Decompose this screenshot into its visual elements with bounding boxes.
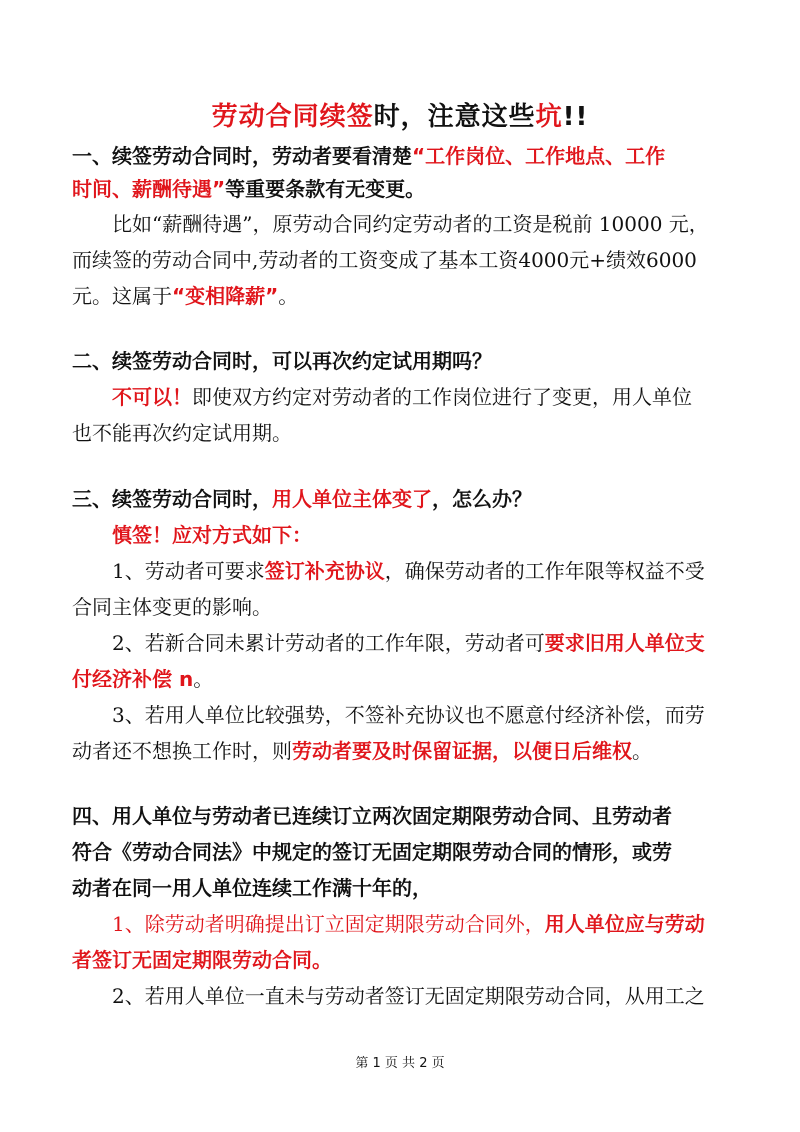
title-part-red: 劳动合同续签 — [211, 102, 374, 132]
paragraph-line: 而续签的劳动合同中,劳动者的工资变成了基本工资4000元+绩效6000 — [72, 248, 697, 272]
text: 元。这属于 — [72, 284, 172, 308]
title-part: 时，注意这些 — [373, 102, 536, 132]
list-item-cont — [72, 737, 652, 765]
page-footer: 第 1 页 共 2 页 — [355, 1056, 445, 1071]
heading-highlight: 用人单位主体变了 — [272, 487, 432, 511]
list-item — [112, 910, 705, 938]
paragraph-line — [112, 383, 692, 411]
list-item-cont: 合同主体变更的影响。 — [72, 595, 272, 619]
section-4-heading: 四、用人单位与劳动者已连续订立两次固定期限劳动合同、且劳动者 — [72, 804, 672, 828]
text: 动者还不想换工作时，则 — [72, 739, 292, 763]
section-3-heading — [72, 485, 532, 513]
highlight: 要求旧用人单位支 — [544, 631, 705, 655]
heading-highlight: 时间、薪酬待遇” — [72, 177, 226, 201]
paragraph-line: 也不能再次约定试用期。 — [72, 421, 292, 445]
highlight: 劳动者要及时保留证据，以便日后维权 — [292, 739, 632, 763]
paragraph-line: 比如“薪酬待遇”，原劳动合同约定劳动者的工资是税前 10000 元， — [112, 212, 709, 236]
list-item — [112, 557, 705, 585]
text: 2、若新合同未累计劳动者的工作年限，劳动者可 — [112, 631, 545, 655]
text: 即使双方约定对劳动者的工作岗位进行了变更，用人单位 — [192, 385, 692, 409]
text: 。 — [278, 284, 299, 308]
text: ，确保劳动者的工作年限等权益不受 — [384, 559, 705, 583]
section-2-heading: 二、续签劳动合同时，可以再次约定试用期吗？ — [72, 349, 492, 373]
section-1-heading-cont — [72, 175, 425, 203]
heading-text: 三、续签劳动合同时， — [72, 487, 272, 511]
section-1-heading — [72, 142, 665, 170]
heading-text: 等重要条款有无变更。 — [225, 177, 426, 201]
list-item: 2、若用人单位一直未与劳动者签订无固定期限劳动合同，从用工之 — [112, 984, 705, 1008]
title-part: !! — [562, 102, 589, 132]
paragraph-line — [72, 282, 298, 310]
list-item: 3、若用人单位比较强势，不签补充协议也不愿意付经济补偿，而劳 — [112, 703, 705, 727]
highlight: 签订补充协议 — [264, 559, 385, 583]
heading-highlight: “工作岗位、工作地点、工作 — [412, 144, 666, 168]
text: 。 — [193, 667, 214, 691]
heading-text: ，怎么办？ — [432, 487, 532, 511]
highlight: “变相降薪” — [172, 284, 279, 308]
text: 。 — [632, 739, 652, 763]
list-item-cont — [72, 665, 213, 693]
list-item — [112, 629, 705, 657]
highlight: 不可以！ — [112, 385, 192, 409]
section-4-heading-cont: 符合《劳动合同法》中规定的签订无固定期限劳动合同的情形，或劳 — [72, 840, 672, 864]
page-title — [0, 96, 800, 133]
highlight: 付经济补偿 n — [72, 667, 194, 691]
highlight: 1、除劳动者明确提出订立固定期限劳动合同外， — [112, 912, 545, 936]
text: 1、劳动者可要求 — [112, 559, 265, 583]
highlight: 用人单位应与劳动 — [544, 912, 705, 936]
section-4-heading-cont: 动者在同一用人单位连续工作满十年的， — [72, 876, 432, 900]
heading-text: 一、续签劳动合同时，劳动者要看清楚 — [72, 144, 412, 168]
list-item-cont: 者签订无固定期限劳动合同。 — [72, 948, 332, 972]
section-3-subheading: 慎签！应对方式如下： — [112, 523, 312, 547]
title-part-red: 坑 — [535, 102, 563, 132]
